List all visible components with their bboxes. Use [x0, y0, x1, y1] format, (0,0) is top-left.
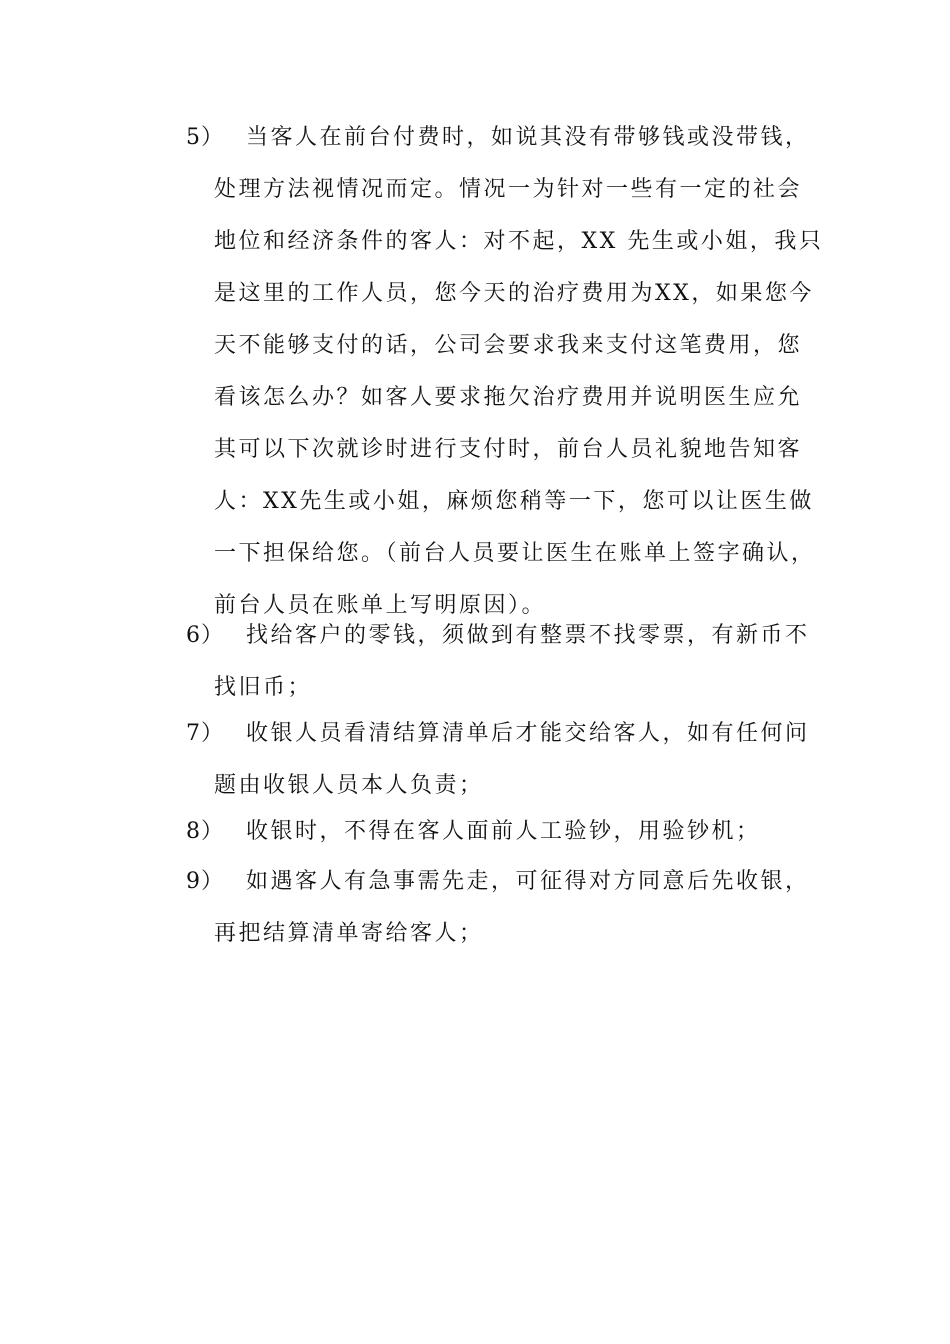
item-text-line: 如遇客人有急事需先走，可征得对方同意后先收银， [246, 869, 810, 894]
item-text-line: 收银人员看清结算清单后才能交给客人，如有任何问 [246, 721, 810, 746]
item-text-line: 一下担保给您。（前台人员要让医生在账单上签字确认， [214, 541, 816, 566]
item-number: 8） [186, 819, 224, 844]
item-text-line: 天不能够支付的话，公司会要求我来支付这笔费用，您 [214, 333, 803, 358]
item-text-line: 找给客户的零钱，须做到有整票不找零票，有新币不 [246, 623, 810, 648]
list-item-9 [186, 856, 826, 960]
item-text-line: 地位和经济条件的客人：对不起，XX 先生或小姐，我只 [214, 229, 824, 254]
item-text-line: 处理方法视情况而定。情况一为针对一些有一定的社会 [214, 177, 803, 202]
list-item-8 [186, 806, 826, 858]
item-number: 5） [186, 125, 224, 150]
item-text-line: 收银时，不得在客人面前人工验钞，用验钞机； [246, 819, 761, 844]
item-text-line: 找旧币； [214, 675, 313, 700]
item-text-line: 人：XX先生或小姐，麻烦您稍等一下，您可以让医生做 [214, 489, 814, 514]
item-text-line: 再把结算清单寄给客人； [214, 921, 484, 946]
item-number: 6） [186, 623, 224, 648]
item-text-line: 当客人在前台付费时，如说其没有带够钱或没带钱， [246, 125, 810, 150]
list-item-6 [186, 610, 826, 714]
item-text-line: 是这里的工作人员，您今天的治疗费用为XX，如果您今 [214, 281, 814, 306]
list-item-7 [186, 708, 826, 812]
item-number: 7） [186, 721, 224, 746]
item-number: 9） [186, 869, 224, 894]
item-text-line: 看该怎么办？如客人要求拖欠治疗费用并说明医生应允 [214, 385, 803, 410]
item-text-line: 其可以下次就诊时进行支付时，前台人员礼貌地告知客 [214, 437, 803, 462]
list-item-5 [186, 112, 826, 632]
item-text-line: 前台人员在账单上写明原因）。 [214, 593, 547, 618]
item-text-line: 题由收银人员本人负责； [214, 773, 484, 798]
